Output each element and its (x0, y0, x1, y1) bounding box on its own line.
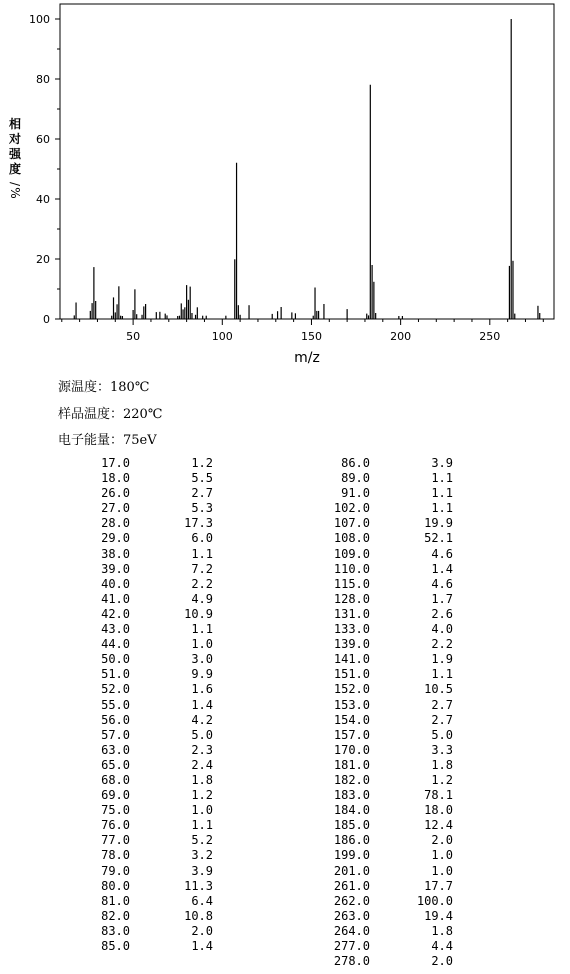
intensity-value: 1.0 (191, 637, 213, 652)
table-row (60, 803, 220, 818)
intensity-value: 5.2 (191, 833, 213, 848)
table-row (300, 954, 460, 969)
intensity-value: 1.8 (431, 757, 453, 772)
mz-value: 199.0 (333, 848, 370, 863)
mz-value: 78.0 (101, 848, 130, 863)
table-row (300, 939, 460, 954)
intensity-value: 1.4 (191, 939, 213, 953)
intensity-value: 1.1 (431, 471, 453, 486)
table-row (300, 577, 460, 592)
table-row (60, 637, 220, 652)
table-row (60, 713, 220, 728)
x-tick-label: 250 (479, 330, 501, 343)
mz-value: 57.0 (101, 727, 130, 742)
mz-value: 141.0 (333, 652, 370, 667)
table-row (60, 848, 220, 863)
mz-value: 83.0 (101, 923, 130, 938)
intensity-value: 1.1 (191, 818, 213, 833)
mz-value: 201.0 (333, 863, 370, 878)
intensity-value: 18.0 (424, 803, 453, 818)
table-row (300, 788, 460, 803)
mz-value: 89.0 (341, 471, 370, 486)
table-row (60, 501, 220, 516)
y-tick-label: 100 (29, 13, 50, 26)
mz-value: 181.0 (333, 757, 370, 772)
mz-value: 77.0 (101, 833, 130, 848)
mz-value: 51.0 (101, 667, 130, 682)
table-row (60, 864, 220, 879)
intensity-value: 1.0 (191, 803, 213, 818)
intensity-value: 1.1 (431, 486, 453, 501)
intensity-value: 2.7 (431, 697, 453, 712)
intensity-value: 3.2 (191, 848, 213, 863)
intensity-value: 3.9 (191, 863, 213, 878)
intensity-value: 3.0 (191, 652, 213, 667)
mz-value: 182.0 (333, 772, 370, 787)
intensity-value: 1.6 (191, 682, 213, 697)
table-row (300, 547, 460, 562)
sample-temperature: 样品温度：220℃ (58, 407, 163, 422)
mz-value: 185.0 (333, 818, 370, 833)
table-row (300, 848, 460, 863)
bars-group (74, 19, 539, 319)
intensity-value: 6.0 (191, 531, 213, 546)
mz-value: 157.0 (333, 727, 370, 742)
intensity-value: 1.7 (431, 591, 453, 606)
table-row (300, 924, 460, 939)
table-row (300, 471, 460, 486)
table-row (60, 456, 220, 471)
intensity-value: 4.9 (191, 591, 213, 606)
mz-value: 110.0 (333, 561, 370, 576)
intensity-value: 1.4 (191, 697, 213, 712)
table-row (300, 909, 460, 924)
intensity-value: 1.2 (191, 456, 213, 470)
table-row (60, 698, 220, 713)
mz-value: 261.0 (333, 878, 370, 893)
mz-value: 41.0 (101, 591, 130, 606)
table-row (60, 577, 220, 592)
table-row (300, 833, 460, 848)
table-row (300, 607, 460, 622)
intensity-value: 3.3 (431, 742, 453, 757)
intensity-value: 4.6 (431, 576, 453, 591)
mz-value: 186.0 (333, 833, 370, 848)
mz-value: 44.0 (101, 637, 130, 652)
intensity-value: 9.9 (191, 667, 213, 682)
intensity-value: 4.2 (191, 712, 213, 727)
intensity-value: 1.9 (431, 652, 453, 667)
intensity-value: 1.1 (431, 501, 453, 516)
mz-value: 115.0 (333, 576, 370, 591)
intensity-value: 2.0 (431, 954, 453, 969)
mz-value: 170.0 (333, 742, 370, 757)
x-tick-label: 50 (126, 330, 141, 343)
mz-value: 86.0 (341, 456, 370, 470)
mz-value: 28.0 (101, 516, 130, 531)
table-row (60, 894, 220, 909)
table-row (300, 562, 460, 577)
mz-value: 69.0 (101, 788, 130, 803)
intensity-value: 10.5 (424, 682, 453, 697)
mz-value: 80.0 (101, 878, 130, 893)
mz-value: 17.0 (101, 456, 130, 470)
table-row (300, 501, 460, 516)
mz-value: 18.0 (101, 471, 130, 486)
y-axis-label-char: 对 (8, 132, 22, 146)
table-row (300, 879, 460, 894)
intensity-value: 2.7 (191, 486, 213, 501)
mz-value: 52.0 (101, 682, 130, 697)
intensity-value: 12.4 (424, 818, 453, 833)
mz-value: 153.0 (333, 697, 370, 712)
table-row (60, 471, 220, 486)
mz-value: 91.0 (341, 486, 370, 501)
table-row (60, 924, 220, 939)
table-row (60, 833, 220, 848)
mz-value: 29.0 (101, 531, 130, 546)
mz-value: 131.0 (333, 606, 370, 621)
y-tick-label: 40 (36, 193, 50, 206)
mz-value: 152.0 (333, 682, 370, 697)
table-row (60, 486, 220, 501)
table-row (300, 698, 460, 713)
intensity-value: 2.7 (431, 712, 453, 727)
table-row (300, 864, 460, 879)
mz-value: 38.0 (101, 546, 130, 561)
table-row (300, 531, 460, 546)
intensity-value: 1.8 (431, 923, 453, 938)
intensity-value: 5.3 (191, 501, 213, 516)
intensity-value: 2.2 (191, 576, 213, 591)
table-row (60, 607, 220, 622)
table-row (60, 682, 220, 697)
table-row (300, 894, 460, 909)
mz-value: 65.0 (101, 757, 130, 772)
mz-value: 263.0 (333, 908, 370, 923)
mz-value: 82.0 (101, 908, 130, 923)
table-row (300, 743, 460, 758)
y-axis-label-char: % (8, 187, 22, 199)
intensity-value: 1.4 (431, 561, 453, 576)
intensity-value: 1.2 (191, 788, 213, 803)
table-row (300, 652, 460, 667)
intensity-value: 2.2 (431, 637, 453, 652)
table-row (300, 803, 460, 818)
mz-value: 264.0 (333, 923, 370, 938)
x-tick-label: 150 (300, 330, 322, 343)
table-row (300, 758, 460, 773)
intensity-value: 78.1 (424, 788, 453, 803)
intensity-value: 19.4 (424, 908, 453, 923)
mz-value: 55.0 (101, 697, 130, 712)
table-row (60, 743, 220, 758)
intensity-value: 1.1 (431, 667, 453, 682)
intensity-value: 1.8 (191, 772, 213, 787)
table-row (300, 773, 460, 788)
mz-value: 39.0 (101, 561, 130, 576)
mz-value: 75.0 (101, 803, 130, 818)
mz-value: 27.0 (101, 501, 130, 516)
mz-value: 50.0 (101, 652, 130, 667)
intensity-value: 11.3 (184, 878, 213, 893)
intensity-value: 3.9 (431, 456, 453, 470)
y-tick-label: 80 (36, 73, 50, 86)
table-row (300, 667, 460, 682)
mz-value: 102.0 (333, 501, 370, 516)
mz-value: 40.0 (101, 576, 130, 591)
mz-value: 183.0 (333, 788, 370, 803)
table-row (60, 879, 220, 894)
intensity-value: 1.1 (191, 622, 213, 637)
mz-value: 154.0 (333, 712, 370, 727)
electron-energy: 电子能量：75eV (58, 433, 157, 448)
intensity-value: 4.4 (431, 939, 453, 953)
x-tick-label: 200 (390, 330, 412, 343)
table-row (60, 909, 220, 924)
table-row (300, 637, 460, 652)
intensity-value: 1.1 (191, 546, 213, 561)
table-row (60, 773, 220, 788)
intensity-value: 19.9 (424, 516, 453, 531)
intensity-value: 100.0 (416, 893, 453, 908)
table-row (60, 652, 220, 667)
peak-table-left (60, 456, 220, 954)
intensity-value: 52.1 (424, 531, 453, 546)
mz-value: 184.0 (333, 803, 370, 818)
intensity-value: 17.3 (184, 516, 213, 531)
mz-value: 262.0 (333, 893, 370, 908)
x-axis-label: m/z (294, 350, 320, 366)
intensity-value: 1.2 (431, 772, 453, 787)
table-row (300, 682, 460, 697)
table-row (60, 728, 220, 743)
intensity-value: 10.9 (184, 606, 213, 621)
table-row (60, 788, 220, 803)
table-row (60, 939, 220, 954)
table-row (60, 531, 220, 546)
table-row (300, 818, 460, 833)
mz-value: 63.0 (101, 742, 130, 757)
intensity-value: 6.4 (191, 893, 213, 908)
table-row (300, 456, 460, 471)
table-row (300, 516, 460, 531)
mz-value: 128.0 (333, 591, 370, 606)
x-tick-label: 100 (211, 330, 233, 343)
plot-frame (60, 4, 554, 319)
intensity-value: 2.0 (431, 833, 453, 848)
table-row (300, 713, 460, 728)
mass-spectrum-chart (0, 0, 570, 372)
y-axis-ticks (29, 13, 60, 326)
mz-value: 107.0 (333, 516, 370, 531)
table-row (300, 622, 460, 637)
mz-value: 133.0 (333, 622, 370, 637)
intensity-value: 2.0 (191, 923, 213, 938)
y-axis-label-char: 度 (8, 162, 22, 176)
mz-value: 277.0 (333, 939, 370, 953)
table-row (60, 818, 220, 833)
mz-value: 26.0 (101, 486, 130, 501)
mz-value: 76.0 (101, 818, 130, 833)
intensity-value: 2.4 (191, 757, 213, 772)
intensity-value: 2.6 (431, 606, 453, 621)
mz-value: 278.0 (333, 954, 370, 969)
peak-table-right (300, 456, 460, 969)
intensity-value: 5.0 (191, 727, 213, 742)
intensity-value: 17.7 (424, 878, 453, 893)
intensity-value: 10.8 (184, 908, 213, 923)
table-row (60, 667, 220, 682)
mz-value: 68.0 (101, 772, 130, 787)
y-tick-label: 0 (43, 313, 50, 326)
source-temperature: 源温度：180℃ (58, 380, 150, 395)
table-row (300, 592, 460, 607)
y-tick-label: 60 (36, 133, 50, 146)
y-axis-label-char: 相 (8, 117, 22, 131)
table-row (60, 622, 220, 637)
mz-value: 108.0 (333, 531, 370, 546)
intensity-value: 5.0 (431, 727, 453, 742)
intensity-value: 1.0 (431, 863, 453, 878)
intensity-value: 1.0 (431, 848, 453, 863)
table-row (60, 547, 220, 562)
intensity-value: 2.3 (191, 742, 213, 757)
table-row (60, 592, 220, 607)
mz-value: 151.0 (333, 667, 370, 682)
mz-value: 109.0 (333, 546, 370, 561)
mz-value: 43.0 (101, 622, 130, 637)
mz-value: 79.0 (101, 863, 130, 878)
table-row (300, 486, 460, 501)
mz-value: 81.0 (101, 893, 130, 908)
mz-value: 139.0 (333, 637, 370, 652)
x-axis-ticks (62, 319, 544, 343)
mz-value: 42.0 (101, 606, 130, 621)
intensity-value: 7.2 (191, 561, 213, 576)
y-tick-label: 20 (36, 253, 50, 266)
table-row (60, 758, 220, 773)
intensity-value: 5.5 (191, 471, 213, 486)
intensity-value: 4.6 (431, 546, 453, 561)
y-axis-label-char: / (8, 181, 22, 187)
table-row (60, 516, 220, 531)
mz-value: 85.0 (101, 939, 130, 953)
table-row (60, 562, 220, 577)
y-axis-label (8, 116, 22, 199)
table-row (300, 728, 460, 743)
intensity-value: 4.0 (431, 622, 453, 637)
mz-value: 56.0 (101, 712, 130, 727)
y-axis-label-char: 强 (8, 147, 22, 161)
